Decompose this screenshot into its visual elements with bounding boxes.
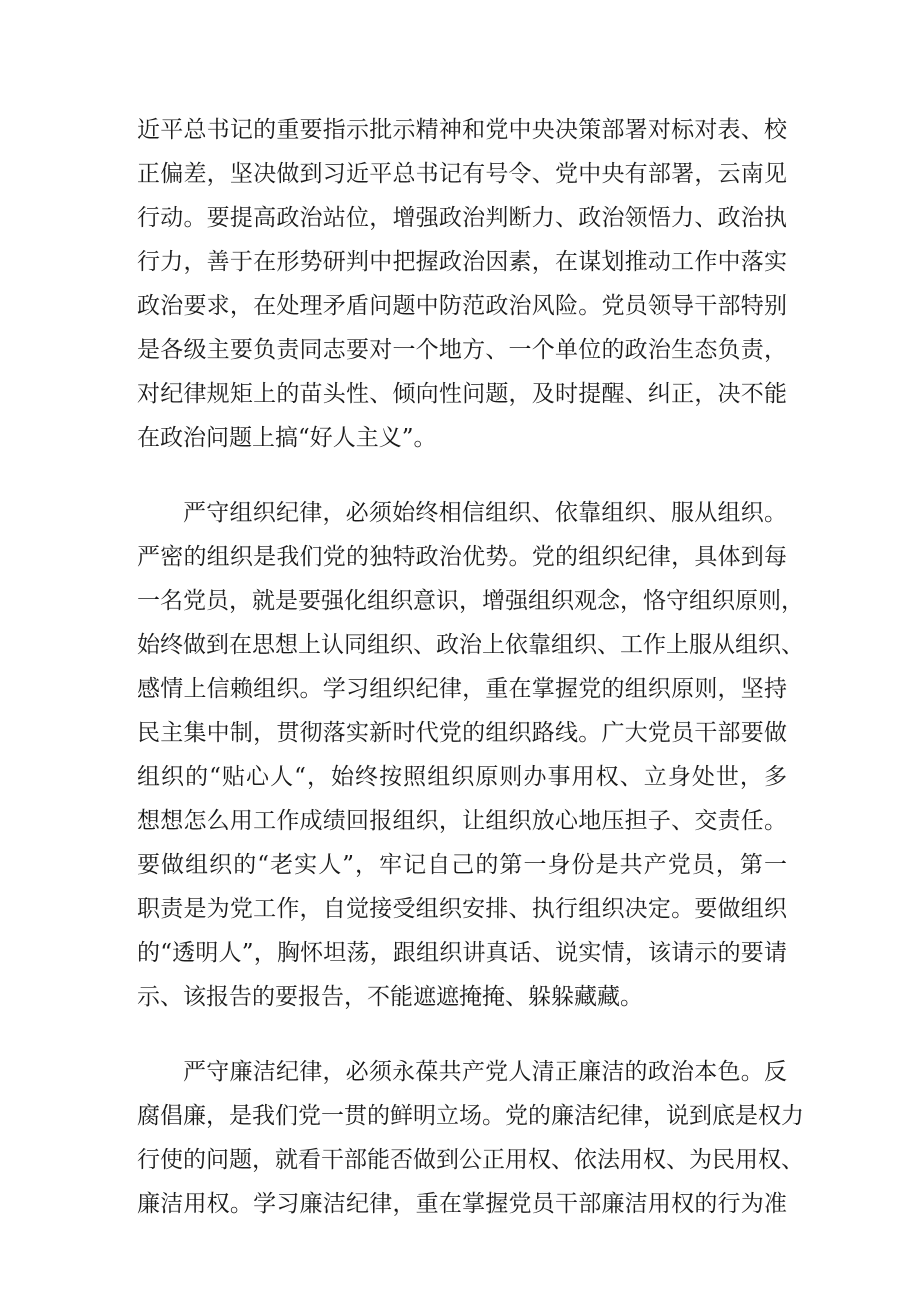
text-line: 行力，善于在形势研判中把握政治因素，在谋划推动工作中落实 xyxy=(137,249,787,275)
text-line: 始终做到在思想上认同组织、政治上依靠组织、工作上服从组织、 xyxy=(137,632,804,658)
document-body xyxy=(137,108,804,1257)
text-line: 严守组织纪律，必须始终相信组织、依靠组织、服从组织。 xyxy=(183,500,787,526)
text-line: 严守廉洁纪律，必须永葆共产党人清正廉洁的政治本色。反 xyxy=(183,1059,787,1085)
text-line: 近平总书记的重要指示批示精神和党中央决策部署对标对表、校 xyxy=(137,117,787,143)
text-line: 感情上信赖组织。学习组织纪律，重在掌握党的组织原则，坚持 xyxy=(137,676,787,702)
text-line: 对纪律规矩上的苗头性、倾向性问题，及时提醒、纠正，决不能 xyxy=(137,381,787,407)
text-line: 组织的“贴心人“，始终按照组织原则办事用权、立身处世，多 xyxy=(137,764,787,790)
text-line: 想想怎么用工作成绩回报组织，让组织放心地压担子、交责任。 xyxy=(137,808,787,834)
paragraph xyxy=(137,1050,804,1226)
text-line: 行动。要提高政治站位，增强政治判断力、政治领悟力、政治执 xyxy=(137,205,787,231)
text-line: 行使的问题，就看干部能否做到公正用权、依法用权、为民用权、 xyxy=(137,1147,804,1173)
text-line: 严密的组织是我们党的独特政治优势。党的组织纪律，具体到每 xyxy=(137,544,787,570)
text-line: 要做组织的“老实人”，牢记自己的第一身份是共产党员，第一 xyxy=(137,852,787,878)
text-line: 是各级主要负责同志要对一个地方、一个单位的政治生态负责， xyxy=(137,337,787,363)
text-line: 正偏差，坚决做到习近平总书记有号令、党中央有部署，云南见 xyxy=(137,161,787,187)
text-line: 的“透明人”，胸怀坦荡，跟组织讲真话、说实情，该请示的要请 xyxy=(137,940,787,966)
paragraph xyxy=(137,491,804,1019)
paragraph xyxy=(137,108,787,460)
text-line: 廉洁用权。学习廉洁纪律，重在掌握党员干部廉洁用权的行为准 xyxy=(137,1191,787,1217)
text-line: 一名党员，就是要强化组织意识，增强组织观念，恪守组织原则， xyxy=(137,588,804,614)
text-line: 职责是为党工作，自觉接受组织安排、执行组织决定。要做组织 xyxy=(137,896,787,922)
text-line: 腐倡廉，是我们党一贯的鲜明立场。党的廉洁纪律，说到底是权力 xyxy=(137,1103,804,1129)
text-line: 在政治问题上搞“好人主义”。 xyxy=(137,425,437,451)
text-line: 示、该报告的要报告，不能遮遮掩掩、躲躲藏藏。 xyxy=(137,984,643,1010)
text-line: 政治要求，在处理矛盾问题中防范政治风险。党员领导干部特别 xyxy=(137,293,787,319)
text-line: 民主集中制，贯彻落实新时代党的组织路线。广大党员干部要做 xyxy=(137,720,787,746)
